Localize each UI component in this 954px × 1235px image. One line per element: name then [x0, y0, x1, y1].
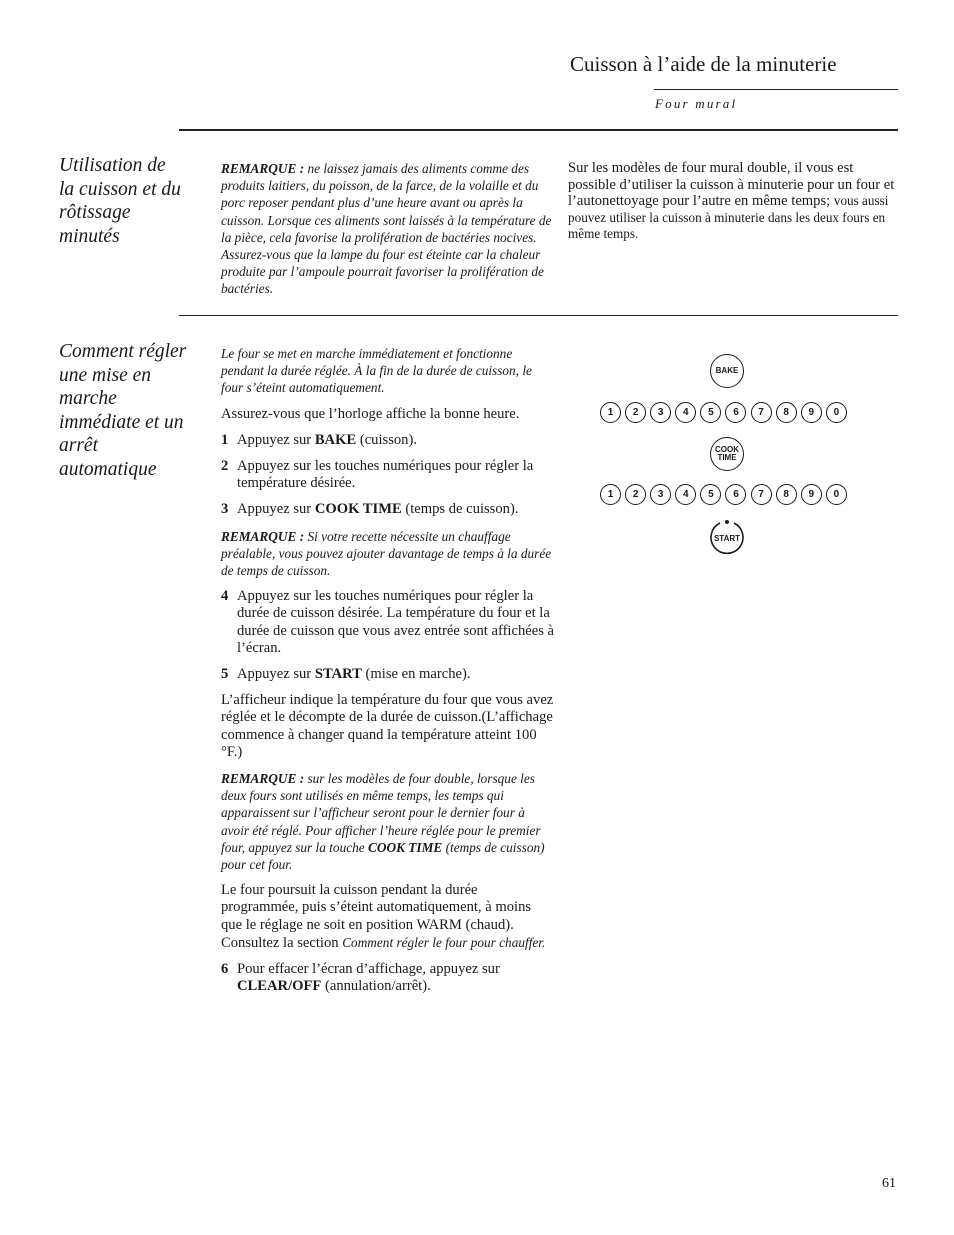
note-text: Si votre recette nécessite un chauffage préalable, vous pouvez ajouter davantage de temps à la durée de temps de cuisson. [221, 528, 552, 579]
cook-time-key [710, 437, 744, 471]
digit-key-6: 6 [725, 402, 746, 423]
page-subtitle: Four mural [655, 96, 738, 111]
intro-note: Le four se met en marche immédiatement et fonctionne pendant la durée réglée. À la fin de la durée de cuisson, le four s’éteint automatiquement. [221, 346, 532, 396]
step-1 [221, 432, 555, 449]
step-number: 5 [221, 666, 229, 683]
digit-key-4: 4 [675, 484, 696, 505]
section-divider-middle [179, 315, 898, 316]
step-text: Appuyez sur les touches numériques pour régler la température désirée. [237, 458, 534, 492]
page-number: 61 [882, 1176, 896, 1191]
step-6 [221, 961, 555, 995]
note-label: REMARQUE : [221, 528, 305, 544]
step-keyword: START [314, 666, 362, 683]
step-2 [221, 458, 555, 492]
digit-key-3: 3 [650, 484, 671, 505]
note-label: REMARQUE : [221, 771, 305, 787]
digit-key-5: 5 [700, 484, 721, 505]
section-reference: Comment régler le four pour chauffer. [342, 934, 546, 950]
note-text: sur les modèles de four double, lorsque les deux fours sont utilisés en même temps, les temps qui apparaissent sur l’afficheur seront pour le dernier four à avoir été réglé. Pour afficher l’heure réglée pour le premier four, appuyez sur la touche [221, 771, 541, 855]
digit-key-8: 8 [776, 402, 797, 423]
note-label: REMARQUE : [221, 161, 305, 176]
double-oven-text-small: vous aussi pouvez utiliser la cuisson à minuterie dans les deux fours en même temps. [568, 193, 889, 241]
cook-time-label-line1: COOK [715, 445, 739, 454]
header-divider [654, 89, 898, 90]
digit-key-0: 0 [826, 484, 847, 505]
step-keyword: COOK TIME [314, 501, 402, 518]
digit-key-9: 9 [801, 402, 822, 423]
instructions-column [221, 345, 555, 1005]
page-title: Cuisson à l’aide de la minuterie [570, 52, 837, 76]
digit-key-2: 2 [625, 484, 646, 505]
step-number: 3 [221, 501, 229, 518]
step-number: 4 [221, 588, 229, 605]
digit-key-2: 2 [625, 402, 646, 423]
step-text: Appuyez sur [237, 431, 315, 448]
digit-key-1: 1 [600, 484, 621, 505]
digit-key-1: 1 [600, 402, 621, 423]
step-number: 6 [221, 961, 229, 978]
keypad-illustration [600, 350, 860, 560]
cook-time-label-line2: TIME [717, 453, 737, 462]
start-key [708, 518, 746, 556]
section-heading-timed-cooking: Utilisation de la cuisson et du rôtissage minutés [59, 155, 181, 247]
bake-key: BAKE [710, 354, 744, 388]
step-text: (annulation/arrêt). [321, 978, 431, 995]
step-text: (temps de cuisson). [401, 501, 519, 518]
double-oven-text: Sur les modèles de four mural double, il vous est possible d’utiliser la cuisson à minuterie pour un four et l’autonettoyage pour l’autre en même temps; [568, 160, 895, 209]
section-divider-top [179, 129, 898, 131]
digit-row-1 [600, 402, 847, 423]
clock-check: Assurez-vous que l’horloge affiche la bonne heure. [221, 405, 520, 422]
step-keyword: CLEAR/OFF [237, 978, 322, 995]
continue-text: Le four poursuit la cuisson pendant la durée programmée, puis s’éteint automatiquement, à moins que le réglage ne soit en position WARM (chaud). Consultez la section [221, 882, 532, 951]
step-text: (mise en marche). [361, 666, 471, 683]
step-number: 2 [221, 458, 229, 475]
double-oven-note [568, 160, 898, 243]
step-4 [221, 588, 555, 657]
step-text: (cuisson). [356, 431, 417, 448]
display-description: L’afficheur indique la température du four que vous avez réglée et le décompte de la durée de cuisson.(L’affichage commence à changer quand la température atteint 100 °F.) [221, 692, 554, 760]
digit-key-0: 0 [826, 402, 847, 423]
double-oven-time-note [221, 770, 555, 873]
step-keyword: BAKE [314, 431, 357, 448]
start-label: START [713, 533, 741, 543]
preheat-note [221, 528, 555, 580]
step-text: Appuyez sur [237, 501, 315, 518]
step-text: Appuyez sur [237, 666, 315, 683]
digit-key-4: 4 [675, 402, 696, 423]
continue-cooking-text [221, 882, 555, 952]
digit-key-8: 8 [776, 484, 797, 505]
step-number: 1 [221, 431, 229, 448]
step-5 [221, 666, 555, 683]
step-3 [221, 501, 555, 518]
step-text: Appuyez sur les touches numériques pour régler la durée de cuisson désirée. La température du four et la durée de cuisson que vous avez entrée sont affichées à l’écran. [237, 588, 555, 656]
digit-key-5: 5 [700, 402, 721, 423]
note-text: ne laissez jamais des aliments comme des produits laitiers, du poisson, de la farce, de la volaille et du porc reposer pendant plus d’une heure avant ou après la cuisson. Lorsque ces aliments sont laissés à la température de la pièce, cela favorise la prolifération de bactéries nocives. Assurez-vous que la lampe du four est éteinte car la chaleur produite par l’ampoule pourrait favoriser la prolifération de bactéries. [221, 161, 552, 297]
digit-key-7: 7 [751, 484, 772, 505]
digit-key-7: 7 [751, 402, 772, 423]
step-text: Pour effacer l’écran d’affichage, appuyez sur [237, 961, 500, 978]
note-keyword: COOK TIME [368, 839, 443, 855]
digit-row-2 [600, 484, 847, 505]
section-heading-immediate-start: Comment régler une mise en marche immédiate et un arrêt automatique [59, 341, 187, 480]
safety-note [221, 160, 555, 298]
digit-key-9: 9 [801, 484, 822, 505]
note-text: (temps de cuisson) pour cet four. [221, 839, 545, 873]
digit-key-3: 3 [650, 402, 671, 423]
digit-key-6: 6 [725, 484, 746, 505]
